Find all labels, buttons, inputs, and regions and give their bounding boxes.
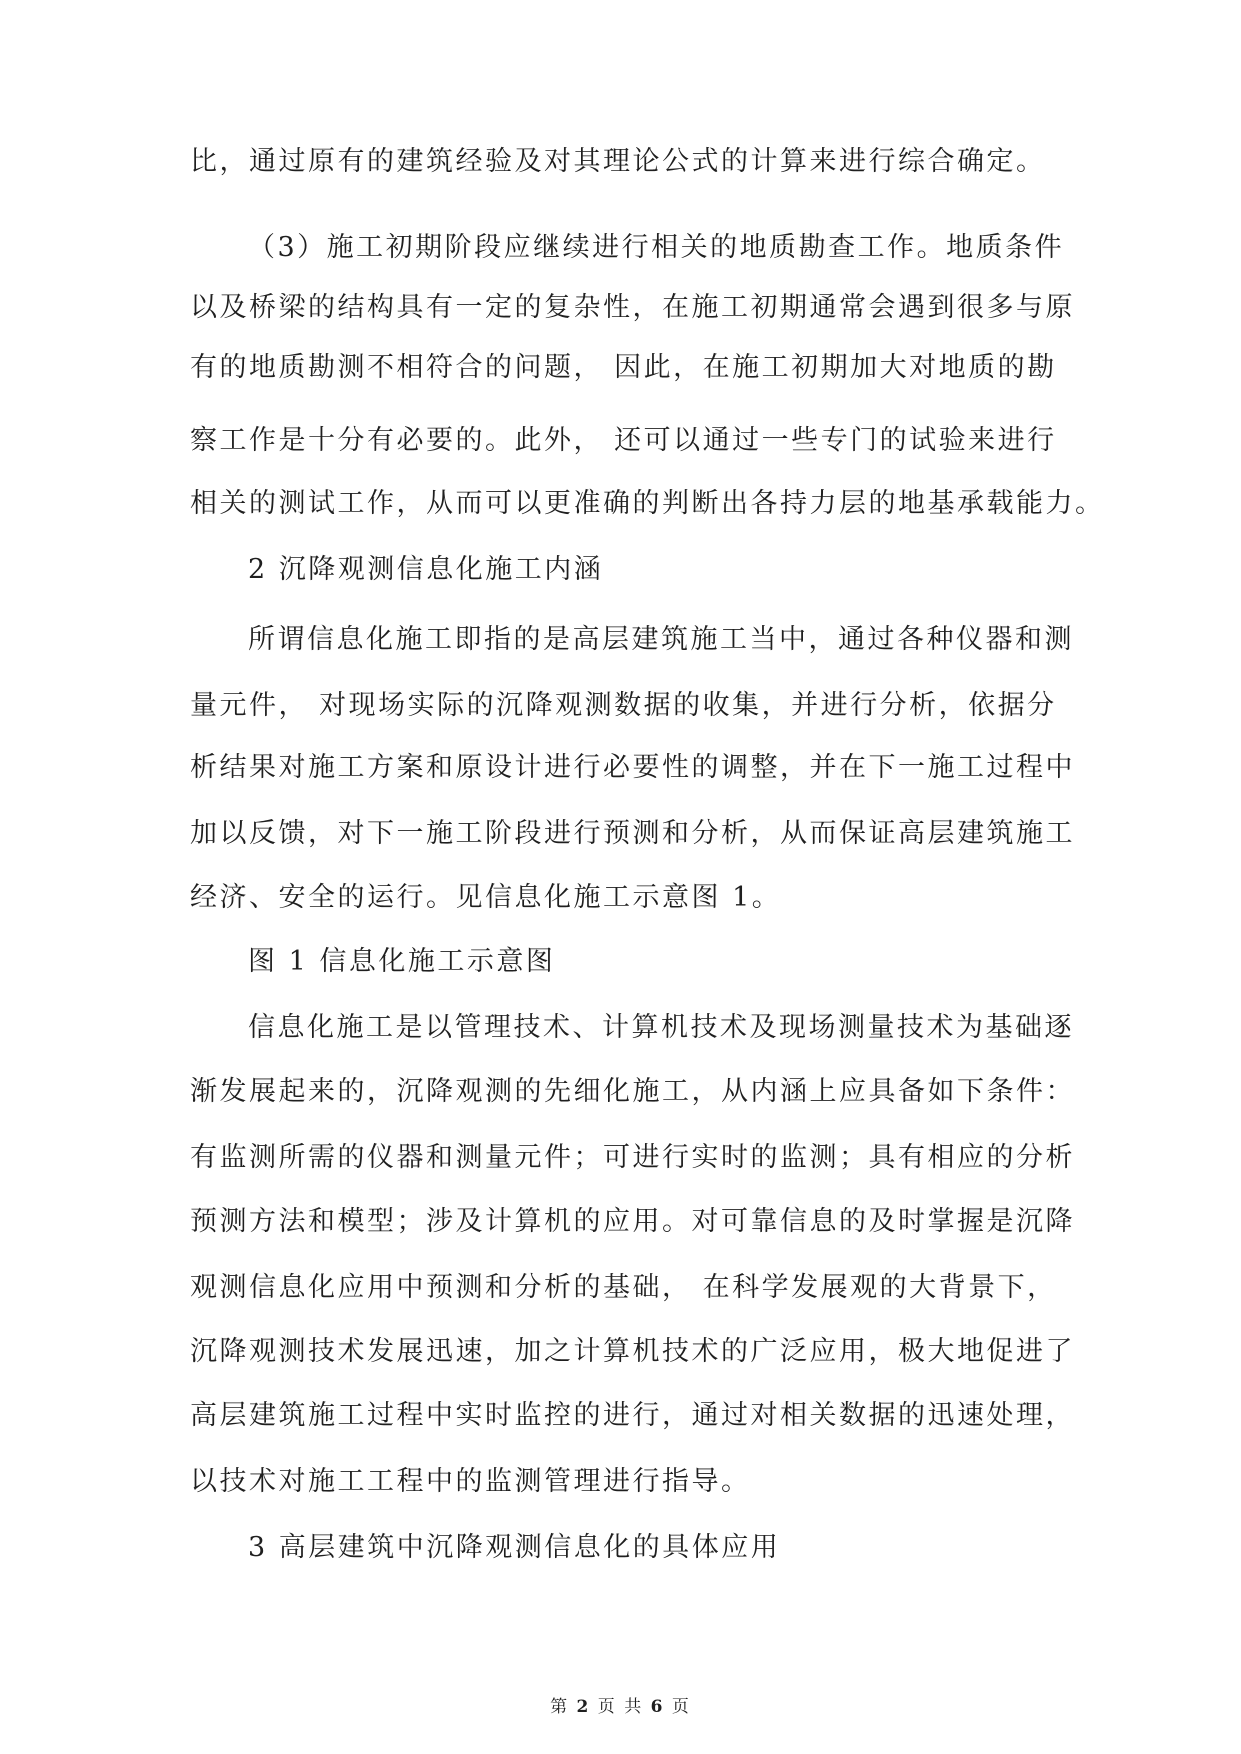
paragraph-line: 观测信息化应用中预测和分析的基础， 在科学发展观的大背景下， <box>190 1272 1057 1303</box>
page-footer <box>0 1696 1241 1718</box>
current-page-number: 2 <box>576 1697 591 1717</box>
paragraph-line: 信息化施工是以管理技术、计算机技术及现场测量技术为基础逐 <box>248 1012 1074 1043</box>
paragraph-line: 察工作是十分有必要的。此外， 还可以通过一些专门的试验来进行 <box>190 425 1057 456</box>
paragraph-line: 渐发展起来的，沉降观测的先细化施工，从内涵上应具备如下条件： <box>190 1076 1075 1107</box>
paragraph-line: 所谓信息化施工即指的是高层建筑施工当中，通过各种仪器和测 <box>248 624 1074 655</box>
paragraph-line: 比，通过原有的建筑经验及对其理论公式的计算来进行综合确定。 <box>190 146 1046 177</box>
paragraph-line: 以技术对施工工程中的监测管理进行指导。 <box>190 1466 751 1497</box>
paragraph-line: 相关的测试工作，从而可以更准确的判断出各持力层的地基承载能力。 <box>190 488 1105 519</box>
paragraph-line: 高层建筑施工过程中实时监控的进行，通过对相关数据的迅速处理， <box>190 1400 1075 1431</box>
footer-suffix: 页 <box>671 1697 691 1717</box>
paragraph-line: 有的地质勘测不相符合的问题， 因此，在施工初期加大对地质的勘 <box>190 352 1057 383</box>
paragraph-line: 预测方法和模型；涉及计算机的应用。对可靠信息的及时掌握是沉降 <box>190 1206 1075 1237</box>
paragraph-line: 沉降观测技术发展迅速，加之计算机技术的广泛应用，极大地促进了 <box>190 1336 1075 1367</box>
section-heading: 2 沉降观测信息化施工内涵 <box>248 554 604 585</box>
figure-caption: 图 1 信息化施工示意图 <box>248 946 556 977</box>
paragraph-line: 析结果对施工方案和原设计进行必要性的调整，并在下一施工过程中 <box>190 752 1075 783</box>
section-heading: 3 高层建筑中沉降观测信息化的具体应用 <box>248 1532 781 1563</box>
paragraph-line: （3）施工初期阶段应继续进行相关的地质勘查工作。地质条件 <box>248 232 1065 263</box>
footer-middle: 页 共 <box>597 1697 644 1717</box>
paragraph-line: 以及桥梁的结构具有一定的复杂性，在施工初期通常会遇到很多与原 <box>190 292 1075 323</box>
total-page-number: 6 <box>650 1697 665 1717</box>
paragraph-line: 量元件， 对现场实际的沉降观测数据的收集，并进行分析，依据分 <box>190 690 1057 721</box>
paragraph-line: 有监测所需的仪器和测量元件；可进行实时的监测；具有相应的分析 <box>190 1142 1075 1173</box>
paragraph-line: 加以反馈，对下一施工阶段进行预测和分析，从而保证高层建筑施工 <box>190 818 1075 849</box>
footer-prefix: 第 <box>550 1697 570 1717</box>
paragraph-line: 经济、安全的运行。见信息化施工示意图 1。 <box>190 882 782 913</box>
